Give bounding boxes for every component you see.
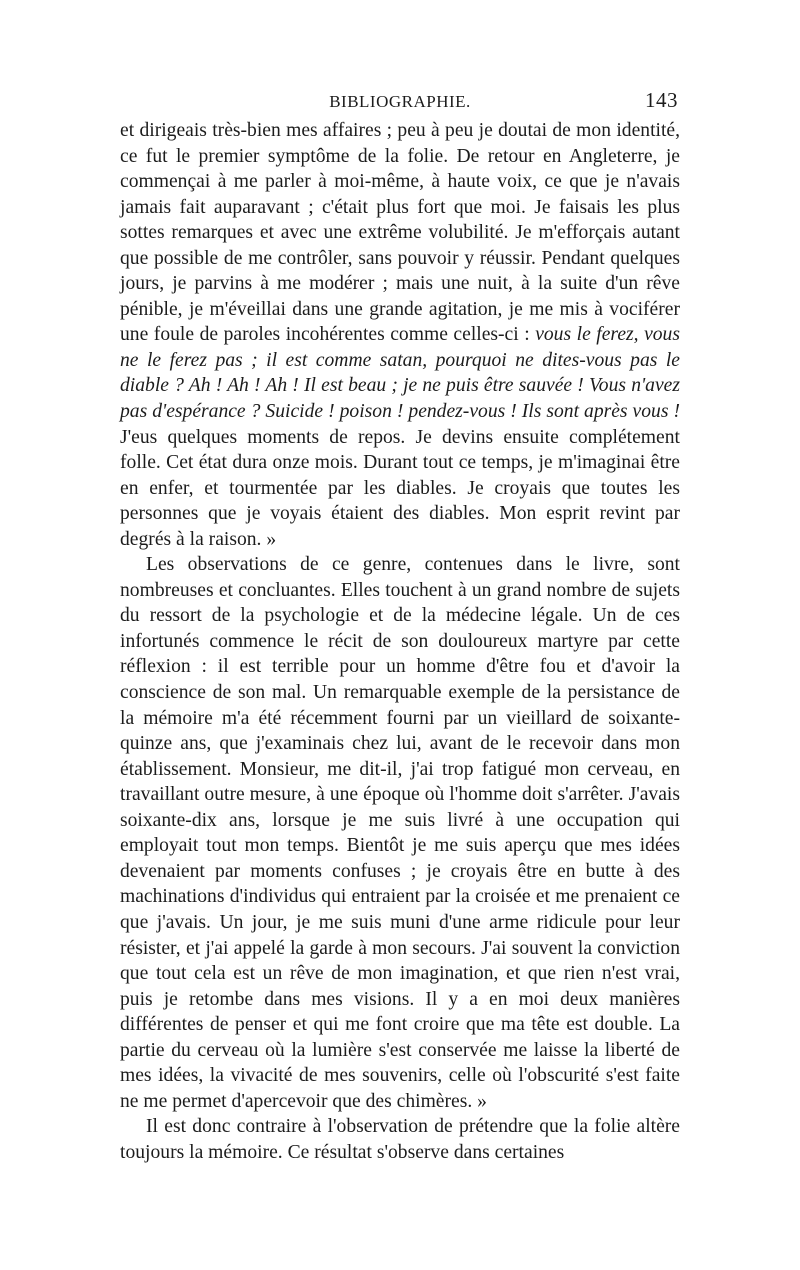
italic-quoted-speech: vous le ferez, vous ne le ferez pas ; il est comme satan, pourquoi ne dites-vous pas le diable ? Ah ! Ah ! Ah ! Il est beau ; je ne puis être sauvée ! Vous n'avez pas d'espérance ? Suicide ! poison ! pendez-vous ! Ils sont après vous ! <box>120 324 680 423</box>
book-page <box>120 88 680 1165</box>
body-text <box>120 118 680 1165</box>
running-title: BIBLIOGRAPHIE. <box>329 92 471 111</box>
paragraph-quote-continuation <box>120 118 680 552</box>
page-number: 143 <box>645 88 678 112</box>
running-head <box>120 88 680 118</box>
paragraph-conclusion: Il est donc contraire à l'observation de prétendre que la folie altère toujours la mémoire. Ce résultat s'observe dans certaines <box>120 1116 680 1163</box>
paragraph-text: J'eus quelques moments de repos. Je devins ensuite complétement folle. Cet état dura onze mois. Durant tout ce temps, je m'imaginai être en enfer, et tourmentée par les diables. Je croyais que toutes les personnes que je voyais étaient des diables. Mon esprit revint par degrés à la raison. » <box>120 426 680 550</box>
paragraph-text: et dirigeais très-bien mes affaires ; peu à peu je doutai de mon identité, ce fut le premier symptôme de la folie. De retour en Angleterre, je commençai à me parler à moi-même, à haute voix, ce que je n'avais jamais fait auparavant ; c'était plus fort que moi. Je faisais les plus sottes remarques et avec une extrême volubilité. Je m'efforçais autant que possible de me contrôler, sans pouvoir y réussir. Pendant quelques jours, je parvins à me modérer ; mais une nuit, à la suite d'un rêve pénible, je m'éveillai dans une grande agitation, je me mis à vociférer une foule de paroles incohérentes comme celles-ci : <box>120 120 680 346</box>
paragraph-observations: Les observations de ce genre, contenues dans le livre, sont nombreuses et concluantes. Elles touchent à un grand nombre de sujets du ressort de la psychologie et de la médecine légale. Un de ces infortunés commence le récit de son douloureux martyre par cette réflexion : il est terrible pour un homme d'être fou et d'avoir la conscience de son mal. Un remarquable exemple de la persistance de la mémoire m'a été récemment fourni par un vieillard de soixante-quinze ans, que j'examinais chez lui, avant de le recevoir dans mon établissement. Monsieur, me dit-il, j'ai trop fatigué mon cerveau, en travaillant outre mesure, à une époque où l'homme doit s'arrêter. J'avais soixante-dix ans, lorsque je me suis livré à une occupation qui employait tout mon temps. Bientôt je me suis aperçu que mes idées devenaient par moments confuses ; je croyais être en butte à des machinations d'individus qui entraient par la croisée et me prenaient ce que j'avais. Un jour, je me suis muni d'une arme ridicule pour leur résister, et j'ai appelé la garde à mon secours. J'ai souvent la conviction que tout cela est un rêve de mon imagination, et que rien n'est vrai, puis je retombe dans mes visions. Il y a en moi deux manières différentes de penser et qui me font croire que ma tête est double. La partie du cerveau où la lumière s'est conservée me laisse la liberté de mes idées, la vivacité de mes souvenirs, celle où l'obscurité s'est faite ne me permet d'apercevoir que des chimères. » <box>120 554 680 1112</box>
